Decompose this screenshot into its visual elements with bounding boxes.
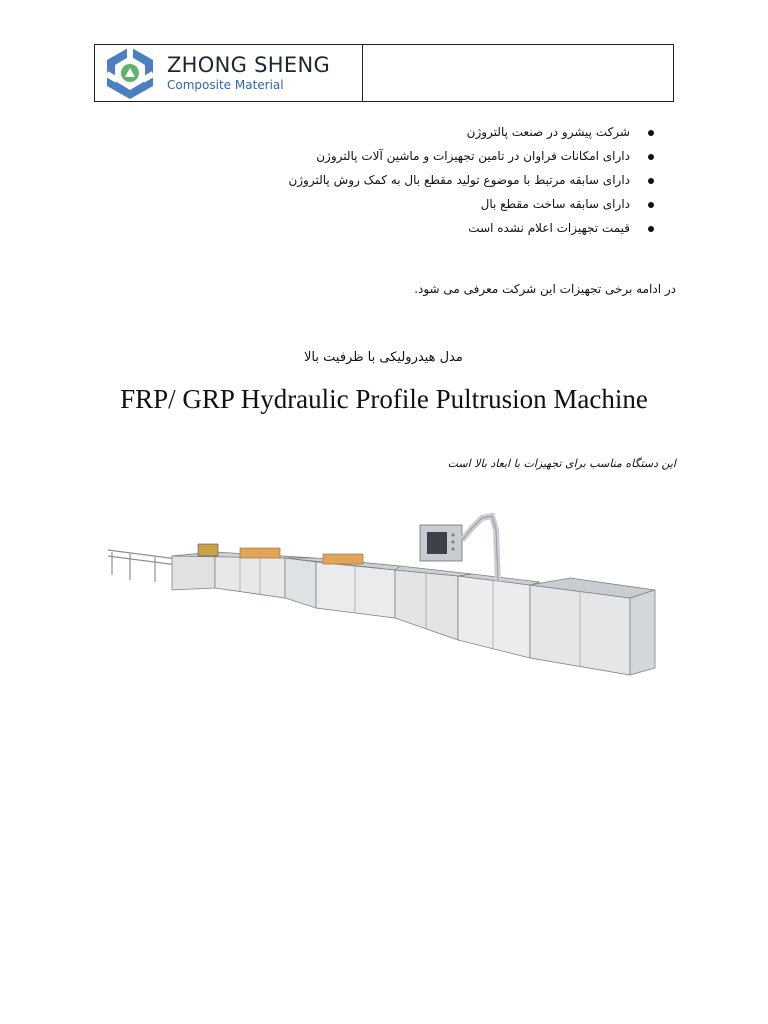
list-item: [288, 192, 630, 216]
intro-paragraph: در ادامه برخی تجهیزات این شرکت معرفی می شود.: [414, 282, 676, 296]
bullet-icon: [648, 178, 654, 184]
list-item: [288, 216, 630, 240]
company-subtitle: Composite Material: [167, 78, 284, 92]
bullet-icon: [648, 202, 654, 208]
feature-list: [288, 120, 630, 240]
company-logo-icon: [101, 44, 159, 102]
image-caption: این دستگاه مناسب برای تجهیزات با ابعاد بالا است: [447, 457, 676, 470]
list-item-text: قیمت تجهیزات اعلام نشده است: [468, 221, 630, 235]
page-title: FRP/ GRP Hydraulic Profile Pultrusion Machine: [120, 384, 648, 414]
company-name: ZHONG SHENG: [167, 53, 331, 77]
section-subtitle: مدل هیدرولیکی با ظرفیت بالا: [304, 350, 463, 365]
logo-text: [167, 53, 330, 93]
list-item-text: دارای امکانات فراوان در تامین تجهیزات و ماشین آلات پالتروژن: [316, 149, 630, 163]
bullet-icon: [648, 226, 654, 232]
list-item: [288, 144, 630, 168]
pultrusion-machine-image: [100, 490, 670, 720]
list-item-text: دارای سابقه مرتبط با موضوع تولید مقطع بال به کمک روش پالتروژن: [288, 173, 630, 187]
list-item: [288, 120, 630, 144]
bullet-icon: [648, 130, 654, 136]
list-item-text: دارای سابقه ساخت مقطع بال: [480, 197, 630, 211]
bullet-icon: [648, 154, 654, 160]
list-item-text: شرکت پیشرو در صنعت پالتروژن: [466, 125, 630, 139]
empty-header-cell: [363, 45, 673, 101]
logo-cell: [95, 45, 363, 101]
list-item: [288, 168, 630, 192]
header-table: [94, 44, 674, 102]
